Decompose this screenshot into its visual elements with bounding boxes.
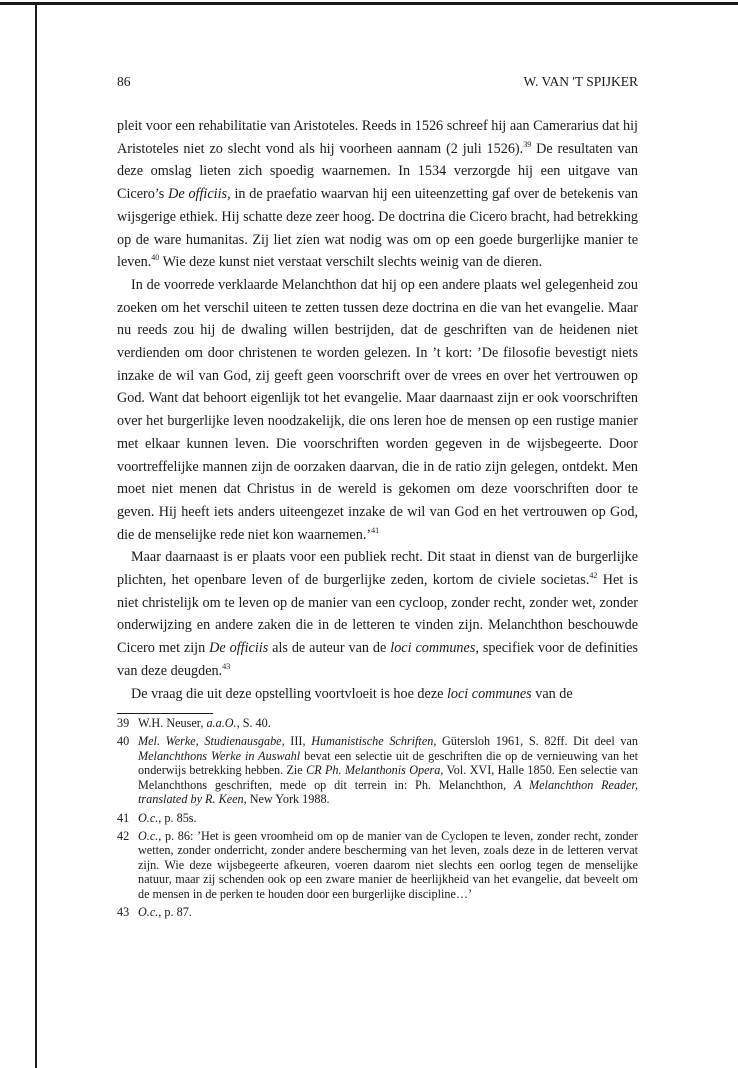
text-run: In de voorrede verklaarde Melanchthon dat hij op een andere plaats wel gelegenheid zou zoeken om het verschil uiteen te zetten tussen deze doctrina en die van het evangelie. Maar nu reeds zou hij de dwaling willen bestrijden, dat de geschriften van de heidenen niet verdienden om door christenen te worden gelezen. In ’t kort: ’De filosofie bevestigt niets inzake de wil van God, zij geeft geen voorschrift over de vrees en over het vertrouwen op God. Want dat behoort eigenlijk tot het evangelie. Maar daarnaast zijn er ook voorschriften over het burgerlijke leven noodzakelijk, die ons leren hoe de mensen op een rustige manier met elkaar kunnen leven. Die voorschriften worden gegeven in de wijsbegeerte. Door voortreffelijke mannen zijn de oorzaken daarvan, die in de ratio zijn gelegen, ontdekt. Men moet niet menen dat Christus in de wereld is gekomen om deze voorschriften door te geven. Hij heeft iets anders uiteengezet inzake de wil van God en het vertrouwen op God, die de menselijke rede niet kon waarnemen.’ xyxy=(117,276,638,543)
italic-run: loci communes xyxy=(446,685,532,702)
footnote xyxy=(117,905,638,920)
page-number: 86 xyxy=(117,74,131,89)
left-border-rule xyxy=(35,5,37,1068)
footnote-reference: 40 xyxy=(151,253,160,263)
text-run: De vraag die uit deze opstelling voortvloeit is hoe deze xyxy=(131,685,447,702)
paragraph xyxy=(117,115,638,274)
footnote-reference: 41 xyxy=(371,525,380,535)
italic-run: O.c., xyxy=(138,828,162,843)
footnote-text xyxy=(138,905,638,920)
text-run: New York 1988. xyxy=(246,792,330,807)
footnote-number: 43 xyxy=(117,905,130,920)
italic-run: Humanistische Schriften, xyxy=(311,734,437,749)
italic-run: O.c., xyxy=(138,905,162,920)
text-run: W.H. Neuser, xyxy=(138,716,207,730)
italic-run: De officiis xyxy=(209,640,269,657)
italic-run: O.c., xyxy=(138,810,162,825)
footnote xyxy=(117,829,638,902)
italic-run: a.a.O. xyxy=(206,716,237,730)
text-run: als de auteur van de xyxy=(268,640,391,657)
text-run: Vol. XVI, Halle 1850. Een selectie van Melanchthons geschriften, mede op dit terrein in: Ph. Melanchthon, xyxy=(138,763,638,792)
paragraph xyxy=(117,546,638,682)
text-run: van de xyxy=(531,685,573,702)
body-text xyxy=(117,115,638,705)
footnote-text xyxy=(138,716,638,731)
text-run: Wie deze kunst niet verstaat verschilt slechts weinig van de dieren. xyxy=(159,254,543,271)
footnote-number: 41 xyxy=(117,810,130,825)
paragraph xyxy=(117,683,638,706)
footnote xyxy=(117,811,638,826)
text-run: III, xyxy=(284,734,312,749)
running-header xyxy=(117,74,638,94)
text-run: p. 85s. xyxy=(161,810,197,825)
text-run: p. 86: ’Het is geen vroomheid om op de manier van de Cyclopen te leven, zonder recht, zonder wetten, zonder onderricht, zonder andere bescherming van het leven, zoals deze in de letteren vervat zijn. Wie deze wijsbegeerte afkeuren, voeren daarom niet slechts een oorlog tegen de menselijke natuur, maar zij schenden ook op een zware manier de heerlijkheid van het evangelie, dat beveelt om de mensen in de perken te houden door een burgerlijke discipline…’ xyxy=(138,828,638,902)
italic-run: A Melanchthon Reader, translated by R. Keen, xyxy=(138,777,638,807)
footnote xyxy=(117,716,638,731)
footnote-number: 42 xyxy=(117,828,130,843)
text-run: Maar daarnaast is er plaats voor een publiek recht. Dit staat in dienst van de burgerlijke plichten, het openbare leven of de burgerlijke zeden, kortom de civiele societas. xyxy=(117,549,638,589)
text-run: , S. 40. xyxy=(236,716,271,730)
italic-run: De officiis, xyxy=(168,186,231,203)
italic-run: CR Ph. Melanthonis Opera, xyxy=(306,763,444,778)
text-run: pleit voor een rehabilitatie van Aristoteles. Reeds in 1526 schreef hij aan Camerarius dat hij Aristoteles niet zo slecht vond als hij voorheen aannam (2 juli 1526). xyxy=(117,118,638,157)
text-run: bevat een selectie uit de geschriften die op de vernieuwing van het onderwijs betrekking hebben. Zie xyxy=(138,748,638,778)
text-run: De resultaten van deze omslag lieten zich spoedig waarnemen. In 1534 verzorgde hij een uitgave van Cicero’s xyxy=(117,140,638,203)
text-run: p. 87. xyxy=(161,905,192,920)
text-run: specifiek voor de definities van deze deugden. xyxy=(117,640,638,679)
running-title: W. VAN 'T SPIJKER xyxy=(523,74,638,89)
paragraph xyxy=(117,274,638,546)
italic-run: Mel. Werke, Studienausgabe, xyxy=(138,734,285,749)
text-run: Gütersloh 1961, S. 82ff. Dit deel van xyxy=(436,734,638,749)
text-run: Het is niet christelijk om te leven op de manier van een cycloop, zonder recht, zonder wet, zonder onderwijzing en andere zaken die in de letteren te vinden zijn. Melanchthon beschouwde Cicero met zijn xyxy=(117,572,638,657)
footnote-number: 40 xyxy=(117,734,130,749)
footnote-separator xyxy=(117,713,213,714)
footnote-text xyxy=(138,829,638,902)
footnote xyxy=(117,734,638,807)
footnote-reference: 42 xyxy=(589,571,598,581)
footnotes xyxy=(117,716,638,923)
italic-run: Melanchthons Werke in Auswahl xyxy=(138,748,301,763)
text-run: in de praefatio waarvan hij een uiteenzetting gaf over de betekenis van wijsgerige ethiek. Hij schatte deze zeer hoog. De doctrina die Cicero bracht, had betrekking op de ware humanitas. Zij liet zien wat nodig was om op een goede burgerlijke manier te leven. xyxy=(117,186,638,271)
footnote-reference: 39 xyxy=(523,139,532,149)
footnote-number: 39 xyxy=(117,716,130,730)
top-border-rule xyxy=(0,2,738,5)
footnote-text xyxy=(138,734,638,807)
italic-run: loci communes, xyxy=(390,640,479,657)
footnote-reference: 43 xyxy=(222,661,231,671)
footnote-text xyxy=(138,811,638,826)
